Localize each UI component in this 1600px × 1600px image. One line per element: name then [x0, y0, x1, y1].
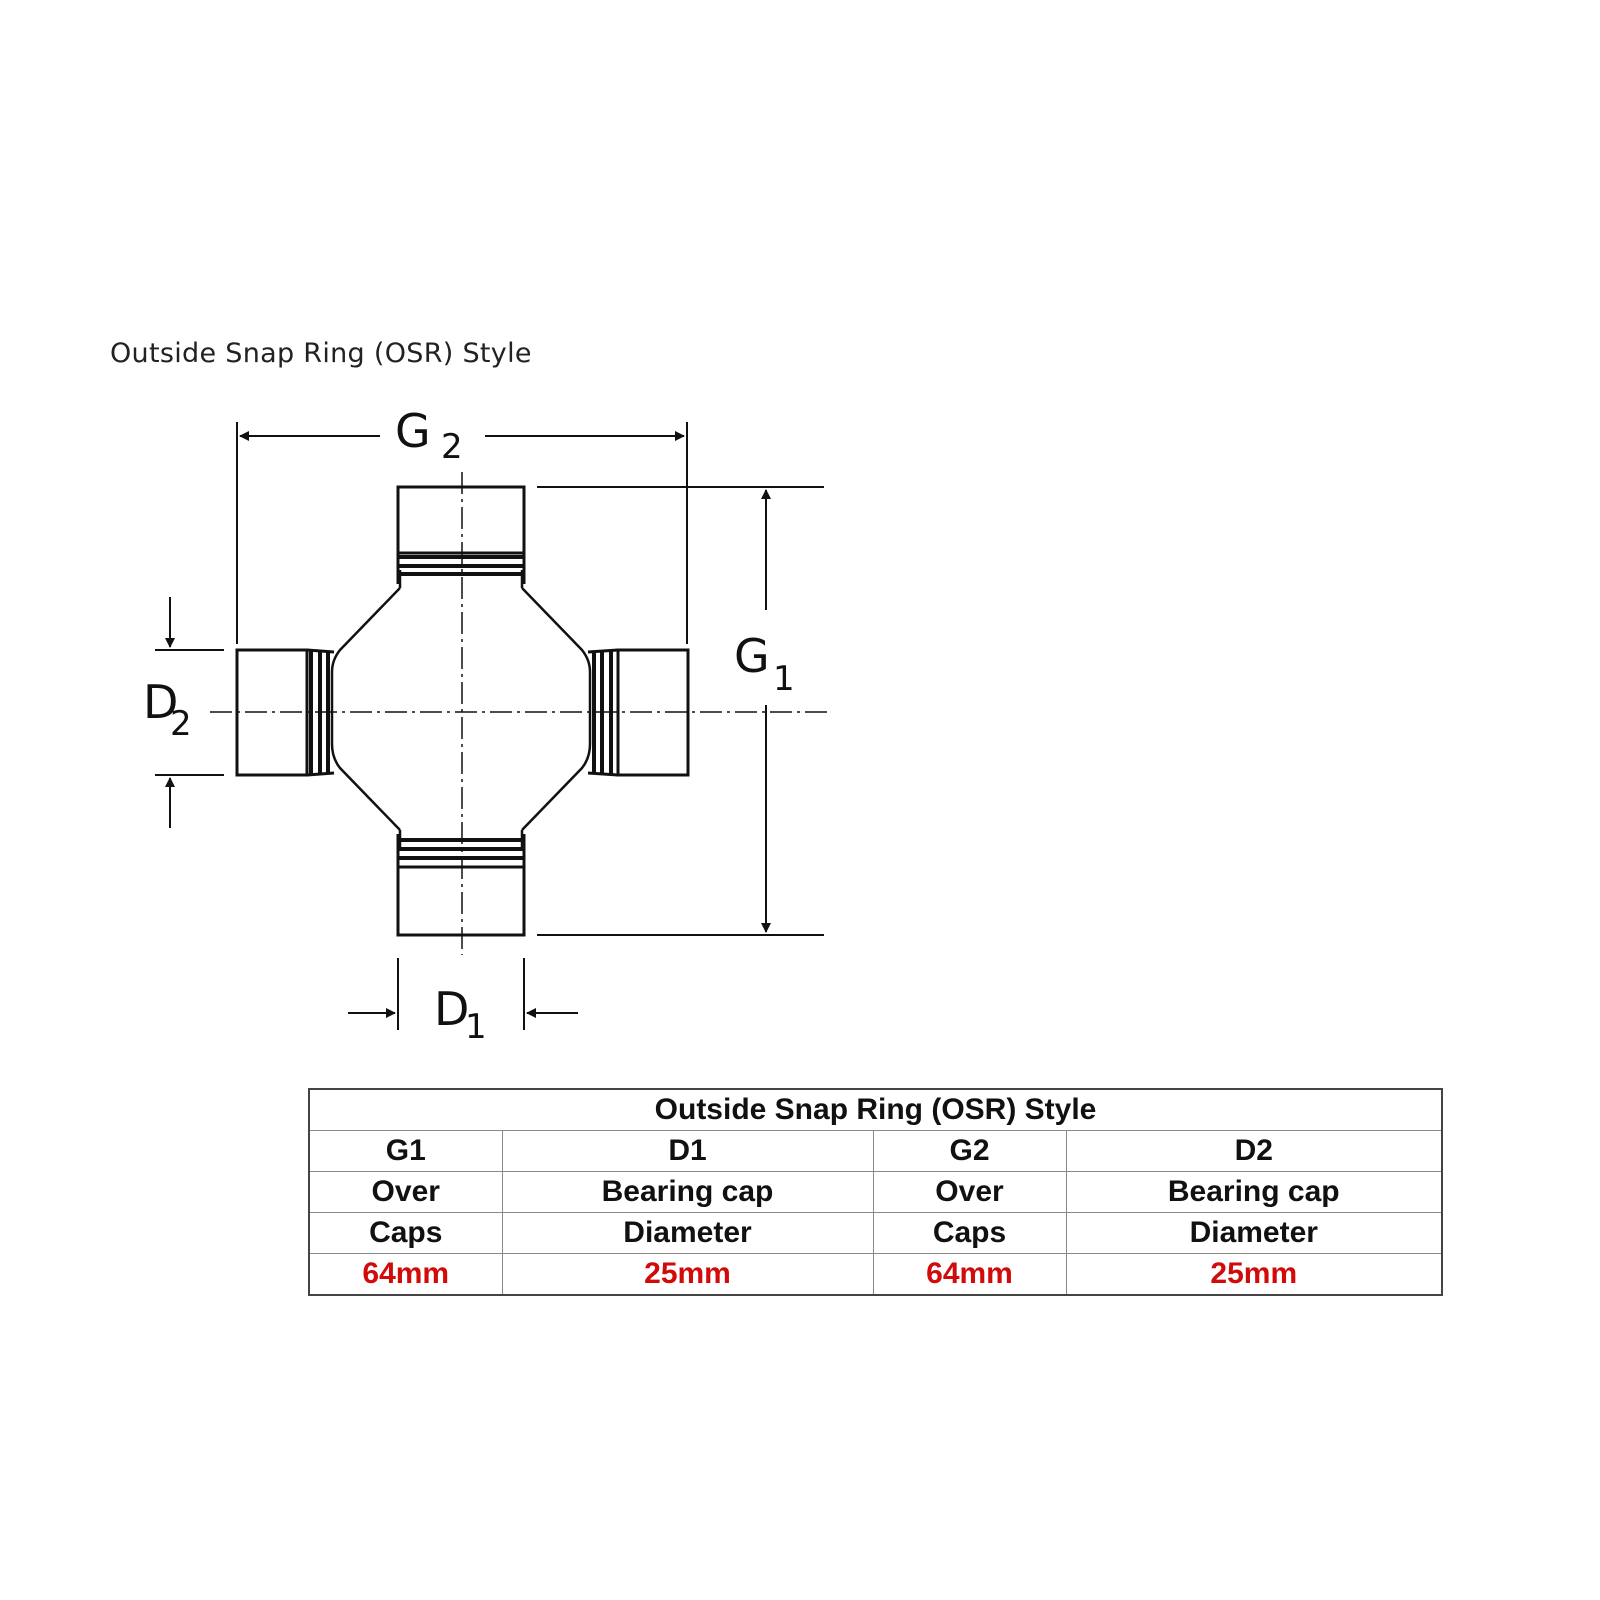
table-title-row: [309, 1089, 1442, 1131]
g1-label: G: [734, 629, 770, 683]
d2-label: D: [143, 675, 179, 729]
cross-body: [332, 570, 590, 848]
bottom-bearing-cap: [398, 834, 524, 935]
table-title: Outside Snap Ring (OSR) Style: [309, 1089, 1442, 1131]
center-lines: [210, 472, 832, 955]
g2-label: G: [395, 404, 431, 458]
dimensions-table: [308, 1088, 1443, 1296]
desc-g1-line1: Over: [309, 1172, 502, 1213]
d2-subscript: 2: [170, 704, 192, 744]
d1-label: D: [434, 982, 470, 1036]
desc-g1-line2: Caps: [309, 1213, 502, 1254]
value-g1: 64mm: [309, 1254, 502, 1296]
header-g2: G2: [873, 1131, 1066, 1172]
g1-dimension: [537, 487, 824, 935]
header-g1: G1: [309, 1131, 502, 1172]
table-values-row: [309, 1254, 1442, 1296]
d1-subscript: 1: [465, 1007, 487, 1047]
desc-d2-line2: Diameter: [1066, 1213, 1442, 1254]
value-g2: 64mm: [873, 1254, 1066, 1296]
top-bearing-cap: [398, 487, 524, 584]
table-row: [309, 1172, 1442, 1213]
table-row: [309, 1213, 1442, 1254]
header-d2: D2: [1066, 1131, 1442, 1172]
desc-g2-line1: Over: [873, 1172, 1066, 1213]
g1-subscript: 1: [773, 659, 795, 699]
value-d1: 25mm: [502, 1254, 873, 1296]
desc-g2-line2: Caps: [873, 1213, 1066, 1254]
table-header-row: [309, 1131, 1442, 1172]
desc-d2-line1: Bearing cap: [1066, 1172, 1442, 1213]
g2-subscript: 2: [441, 427, 463, 467]
desc-d1-line1: Bearing cap: [502, 1172, 873, 1213]
diagram-caption: Outside Snap Ring (OSR) Style: [110, 338, 532, 369]
header-d1: D1: [502, 1131, 873, 1172]
desc-d1-line2: Diameter: [502, 1213, 873, 1254]
value-d2: 25mm: [1066, 1254, 1442, 1296]
